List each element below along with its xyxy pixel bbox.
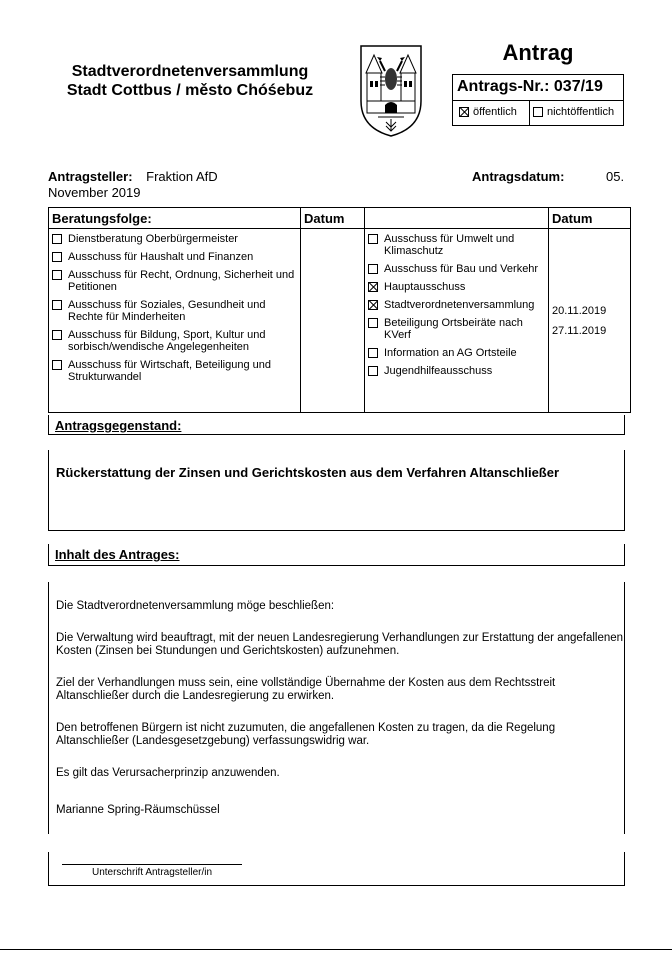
right-committee-label: Stadtverordnetenversammlung: [384, 299, 535, 311]
right-committee-checkbox[interactable]: [368, 348, 378, 358]
city-crest-icon: [358, 43, 424, 139]
antrags-number-value: 037/19: [553, 78, 603, 95]
left-committee-item[interactable]: [52, 299, 297, 323]
content-body: [56, 600, 626, 817]
right-committee-label: Information an AG Ortsteile: [384, 347, 517, 359]
content-paragraph: Die Verwaltung wird beauftragt, mit der neuen Landesregierung Verhandlungen zur Erstattung der angefallenen Kosten (Zinsen bei Stundungen und Gerichtskosten) aufzunehmen.: [56, 632, 624, 657]
nonpublic-option[interactable]: [533, 106, 614, 118]
document-type: Antrag: [502, 40, 574, 65]
left-committee-item[interactable]: [52, 233, 297, 245]
date-hauptausschuss: 20.11.2019: [552, 305, 607, 317]
right-committee-checkbox[interactable]: [368, 264, 378, 274]
org-line-2: Stadt Cottbus / město Chóśebuz: [66, 82, 314, 99]
right-committee-item[interactable]: [368, 299, 545, 311]
right-committee-list: [365, 229, 549, 413]
right-committee-checkbox[interactable]: [368, 300, 378, 310]
right-committee-item[interactable]: [368, 317, 545, 341]
application-date-label: Antragsdatum:: [472, 169, 565, 184]
right-committee-item[interactable]: [368, 233, 545, 257]
content-heading-box: [48, 544, 625, 566]
content-paragraph: Den betroffenen Bürgern ist nicht zuzumuten, die angefallenen Kosten zu tragen, da die Regelung Altanschließer (Landesgesetzgebung) verfassungswidrig war.: [56, 722, 556, 747]
blank-header: [365, 208, 549, 229]
left-committee-label: Ausschuss für Recht, Ordnung, Sicherheit und Petitionen: [68, 269, 295, 293]
left-committee-item[interactable]: [52, 359, 297, 383]
right-date-cell: [549, 229, 631, 413]
signer-name: Marianne Spring-Räumschüssel: [56, 804, 220, 816]
date-label-wrap: [472, 169, 564, 184]
right-committee-checkbox[interactable]: [368, 282, 378, 292]
antrags-number: [457, 78, 603, 96]
right-committee-checkbox[interactable]: [368, 366, 378, 376]
left-committee-item[interactable]: [52, 251, 297, 263]
applicant-value: Fraktion AfD: [146, 169, 218, 184]
signature-label: Unterschrift Antragsteller/in: [91, 867, 213, 878]
public-label: öffentlich: [473, 106, 517, 118]
left-committee-label: Dienstberatung Oberbürgermeister: [68, 233, 238, 245]
beratungsfolge-header-row: [49, 208, 631, 229]
org-line-1: Stadtverordnetenversammlung: [71, 63, 309, 80]
nonpublic-checkbox[interactable]: [533, 107, 543, 117]
right-committee-item[interactable]: [368, 365, 545, 377]
date-header-left: Datum: [301, 208, 365, 229]
right-committee-label: Ausschuss für Bau und Verkehr: [384, 263, 539, 275]
left-committee-list: [49, 229, 301, 413]
left-committee-item[interactable]: [52, 329, 297, 353]
signature-line: [62, 864, 242, 865]
left-committee-item[interactable]: [52, 269, 297, 293]
right-committee-item[interactable]: [368, 347, 545, 359]
right-committee-label: Ausschuss für Umwelt und Klimaschutz: [384, 233, 515, 257]
antrags-number-label: Antrags-Nr.:: [457, 78, 550, 95]
public-checkbox[interactable]: [459, 107, 469, 117]
content-paragraph: Ziel der Verhandlungen muss sein, eine vollständige Übernahme der Kosten aus dem Rechtsstreit Altanschließer durch die Landesregierung zu erwirken.: [56, 677, 556, 702]
left-committee-label: Ausschuss für Wirtschaft, Beteiligung und Strukturwandel: [68, 359, 271, 383]
application-date-part2: November 2019: [48, 185, 141, 200]
date-header-right: Datum: [549, 208, 631, 229]
antrags-number-box: [452, 74, 624, 126]
beratungsfolge-table: [48, 207, 631, 413]
right-committee-label: Jugendhilfeausschuss: [384, 365, 493, 377]
right-committee-label: Hauptausschuss: [384, 281, 466, 293]
applicant-label: Antragsteller:: [48, 169, 133, 184]
content-paragraphs: [56, 600, 626, 780]
left-committee-label: Ausschuss für Soziales, Gesundheit und Rechte für Minderheiten: [68, 299, 266, 323]
content-heading: Inhalt des Antrages:: [55, 547, 180, 562]
subject-heading: Antragsgegenstand:: [55, 418, 182, 433]
nonpublic-label: nichtöffentlich: [547, 106, 615, 118]
applicant-row: [48, 169, 218, 184]
date-stadtverordnetenversammlung: 27.11.2019: [552, 325, 607, 337]
content-paragraph: Es gilt das Verursacherprinzip anzuwenden.: [56, 767, 280, 779]
left-committee-checkbox[interactable]: [52, 300, 62, 310]
subject-heading-box: [48, 415, 625, 435]
left-committee-label: Ausschuss für Haushalt und Finanzen: [68, 251, 254, 263]
right-committee-item[interactable]: [368, 263, 545, 275]
beratungsfolge-body-row: [49, 229, 631, 413]
page-bottom-rule: [0, 949, 672, 950]
left-committee-checkbox[interactable]: [52, 330, 62, 340]
left-committee-label: Ausschuss für Bildung, Sport, Kultur und sorbisch/wendische Angelegenheiten: [68, 329, 266, 353]
right-committee-item[interactable]: [368, 281, 545, 293]
organization-name: [40, 62, 340, 100]
beratungsfolge-header: Beratungsfolge:: [49, 208, 301, 229]
application-date-part1: 05.: [606, 169, 625, 184]
left-committee-checkbox[interactable]: [52, 360, 62, 370]
left-committee-checkbox[interactable]: [52, 234, 62, 244]
subject-text: Rückerstattung der Zinsen und Gerichtskosten aus dem Verfahren Altanschließer: [56, 465, 560, 480]
left-committee-checkbox[interactable]: [52, 270, 62, 280]
right-committee-label: Beteiligung Ortsbeiräte nach KVerf: [384, 317, 523, 341]
left-date-cell: [301, 229, 365, 413]
content-paragraph: Die Stadtverordnetenversammlung möge beschließen:: [56, 600, 335, 612]
right-committee-checkbox[interactable]: [368, 234, 378, 244]
subject-box: [48, 450, 625, 531]
public-option[interactable]: [459, 106, 517, 118]
left-committee-checkbox[interactable]: [52, 252, 62, 262]
right-committee-checkbox[interactable]: [368, 318, 378, 328]
